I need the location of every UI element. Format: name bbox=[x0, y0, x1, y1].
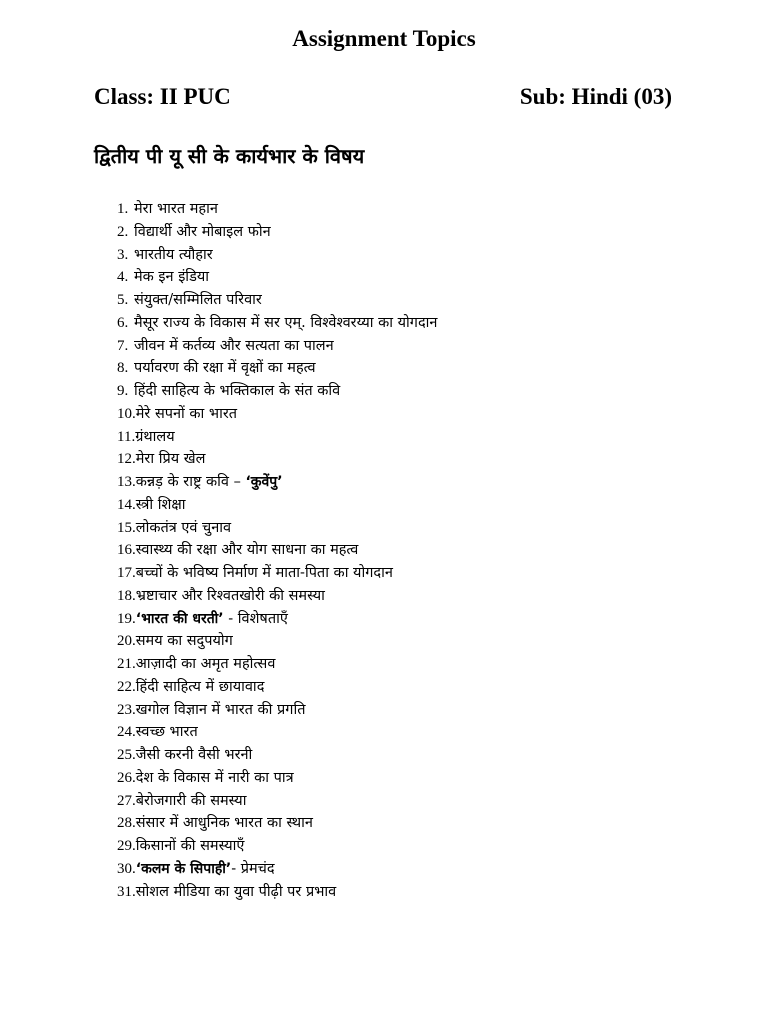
topic-text: देश के विकास में नारी का पात्र bbox=[135, 769, 294, 786]
topic-item bbox=[117, 357, 437, 380]
topic-item bbox=[117, 494, 437, 517]
hindi-heading: द्वितीय पी यू सी के कार्यभार के विषय bbox=[94, 144, 365, 168]
topic-number: 6. bbox=[117, 314, 129, 331]
topic-text: ग्रंथालय bbox=[135, 428, 175, 445]
topic-text-suffix: - प्रेमचंद bbox=[231, 860, 275, 877]
topic-item bbox=[117, 812, 437, 835]
topic-number: 18. bbox=[117, 587, 136, 604]
topic-text: मेक इन इंडिया bbox=[134, 269, 209, 286]
topic-item bbox=[117, 335, 437, 358]
topic-item bbox=[117, 221, 437, 244]
topic-bold-text: ‘कुवेंपु’ bbox=[245, 474, 283, 490]
topic-number: 5. bbox=[117, 292, 129, 308]
topic-number: 23. bbox=[117, 701, 136, 718]
topic-item bbox=[117, 790, 437, 813]
topic-text: मेरा प्रिय खेल bbox=[135, 451, 206, 468]
topic-text: बेरोजगारी की समस्या bbox=[135, 792, 247, 809]
topic-number: 7. bbox=[117, 337, 129, 354]
topic-item bbox=[117, 767, 437, 790]
topic-list bbox=[117, 198, 437, 903]
topic-text: सोशल मीडिया का युवा पीढ़ी पर प्रभाव bbox=[135, 883, 337, 900]
topic-text: मैसूर राज्य के विकास में सर एम्. विश्वेश्वरय्या का योगदान bbox=[134, 314, 438, 331]
topic-text: कन्नड़ के राष्ट्र कवि – bbox=[135, 474, 246, 490]
topic-item bbox=[117, 198, 437, 221]
topic-number: 21. bbox=[117, 656, 136, 672]
topic-text: मेरे सपनों का भारत bbox=[135, 405, 238, 422]
topic-number: 17. bbox=[117, 565, 136, 581]
topic-item bbox=[117, 426, 437, 449]
topic-item bbox=[117, 244, 437, 267]
topic-text: स्त्री शिक्षा bbox=[135, 496, 186, 513]
topic-number: 29. bbox=[117, 838, 136, 854]
topic-item bbox=[117, 835, 437, 858]
topic-number: 3. bbox=[117, 246, 129, 263]
topic-item bbox=[117, 744, 437, 767]
topic-number: 27. bbox=[117, 792, 136, 809]
topic-number: 16. bbox=[117, 542, 136, 559]
topic-text: हिंदी साहित्य में छायावाद bbox=[135, 678, 265, 695]
topic-item bbox=[117, 653, 437, 676]
topic-text: बच्चों के भविष्य निर्माण में माता-पिता का योगदान bbox=[135, 565, 393, 581]
topic-number: 10. bbox=[117, 405, 136, 422]
topic-text: हिंदी साहित्य के भक्तिकाल के संत कवि bbox=[134, 383, 341, 399]
topic-bold-text: ‘कलम के सिपाही’ bbox=[135, 860, 232, 877]
topic-number: 12. bbox=[117, 451, 136, 468]
topic-item bbox=[117, 380, 437, 403]
topic-item bbox=[117, 562, 437, 585]
topic-number: 26. bbox=[117, 769, 136, 786]
topic-text: स्वास्थ्य की रक्षा और योग साधना का महत्व bbox=[135, 542, 359, 559]
topic-text: संसार में आधुनिक भारत का स्थान bbox=[135, 815, 313, 832]
topic-number: 30. bbox=[117, 860, 136, 877]
topic-number: 2. bbox=[117, 223, 129, 240]
topic-number: 9. bbox=[117, 383, 129, 399]
topic-item bbox=[117, 266, 437, 289]
topic-text: आज़ादी का अमृत महोत्सव bbox=[135, 656, 276, 672]
topic-item bbox=[117, 471, 437, 494]
topic-number: 13. bbox=[117, 474, 136, 490]
topic-bold-text: ‘भारत की धरती’ bbox=[135, 610, 224, 627]
topic-number: 24. bbox=[117, 724, 136, 741]
topic-number: 25. bbox=[117, 747, 136, 763]
topic-item bbox=[117, 585, 437, 608]
topic-text: संयुक्त/सम्मिलित परिवार bbox=[134, 292, 262, 308]
topic-item bbox=[117, 721, 437, 744]
topic-text: विद्यार्थी और मोबाइल फोन bbox=[134, 223, 271, 240]
topic-item bbox=[117, 608, 437, 631]
topic-text: भारतीय त्यौहार bbox=[134, 246, 213, 263]
topic-item bbox=[117, 403, 437, 426]
topic-text: पर्यावरण की रक्षा में वृक्षों का महत्व bbox=[134, 360, 316, 377]
topic-number: 4. bbox=[117, 269, 129, 286]
topic-text: जीवन में कर्तव्य और सत्यता का पालन bbox=[134, 337, 334, 354]
topic-text: स्वच्छ भारत bbox=[135, 724, 198, 741]
topic-number: 22. bbox=[117, 678, 136, 695]
topic-item bbox=[117, 699, 437, 722]
topic-item bbox=[117, 448, 437, 471]
topic-item bbox=[117, 630, 437, 653]
topic-number: 8. bbox=[117, 360, 129, 377]
subject-label: Sub: Hindi (03) bbox=[519, 84, 672, 109]
topic-text: किसानों की समस्याएँ bbox=[135, 838, 245, 854]
class-label: Class: II PUC bbox=[94, 84, 231, 109]
topic-item bbox=[117, 289, 437, 312]
topic-number: 11. bbox=[117, 428, 136, 445]
topic-number: 1. bbox=[117, 201, 129, 217]
topic-item bbox=[117, 517, 437, 540]
topic-number: 20. bbox=[117, 633, 136, 650]
topic-text: जैसी करनी वैसी भरनी bbox=[135, 747, 253, 763]
topic-text: खगोल विज्ञान में भारत की प्रगति bbox=[135, 701, 306, 718]
topic-text: मेरा भारत महान bbox=[134, 201, 218, 217]
topic-text: भ्रष्टाचार और रिश्वतखोरी की समस्या bbox=[135, 587, 325, 604]
topic-number: 14. bbox=[117, 496, 136, 513]
topic-item bbox=[117, 676, 437, 699]
topic-number: 15. bbox=[117, 519, 136, 536]
topic-text-suffix: - विशेषताएँ bbox=[223, 610, 288, 627]
page-title: Assignment Topics bbox=[292, 26, 476, 51]
topic-number: 31. bbox=[117, 883, 136, 900]
topic-text: समय का सदुपयोग bbox=[135, 633, 233, 650]
topic-item bbox=[117, 881, 437, 904]
topic-item bbox=[117, 312, 437, 335]
topic-text: लोकतंत्र एवं चुनाव bbox=[135, 519, 232, 536]
topic-number: 19. bbox=[117, 610, 136, 627]
topic-item bbox=[117, 858, 437, 881]
topic-number: 28. bbox=[117, 815, 136, 832]
topic-item bbox=[117, 539, 437, 562]
